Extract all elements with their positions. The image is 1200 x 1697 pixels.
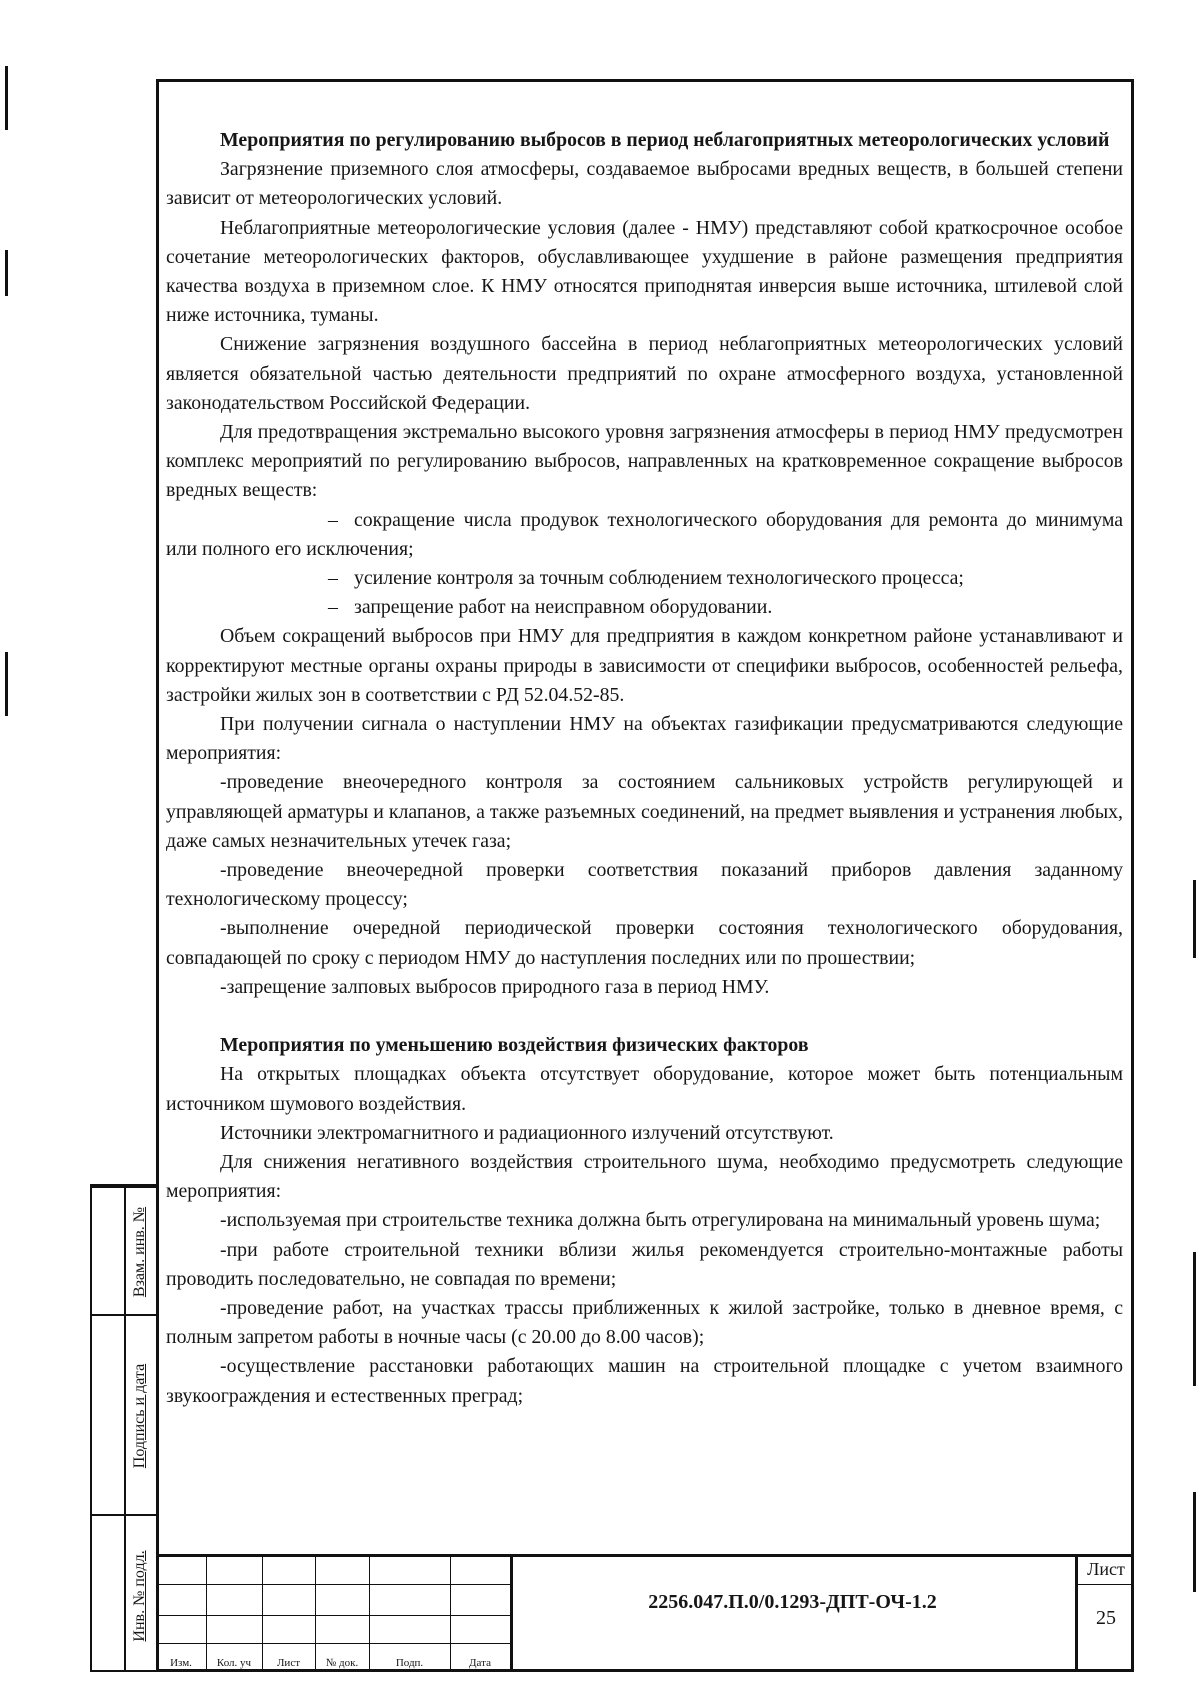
dash-marker: –: [328, 567, 338, 590]
side-cell-signature: [92, 1314, 156, 1516]
scan-mark: [5, 652, 8, 716]
body-paragraph: Для предотвращения экстремально высокого уровня загрязнения атмосферы в период НМУ предусмотрен комплекс мероприятий по регулированию выбросов, направленных на кратковременное сокращение выбросов вредных веществ:: [166, 421, 1123, 502]
body-paragraph: Снижение загрязнения воздушного бассейна в период неблагоприятных метеорологических условий является обязательной частью деятельности предприятий по охране атмосферного воздуха, установленной законодательством Российской Федерации.: [166, 333, 1123, 414]
body-paragraph: Источники электромагнитного и радиационного излучений отсутствуют.: [220, 1121, 834, 1144]
dash-marker: –: [328, 508, 338, 531]
side-label-original: Инв. № подл.: [131, 1550, 148, 1642]
body-paragraph: -проведение внеочередной проверки соответствия показаний приборов давления заданному технологическому процессу;: [166, 859, 1123, 911]
body-paragraph: На открытых площадках объекта отсутствует оборудование, которое может быть потенциальным источником шумового воздействия.: [166, 1063, 1123, 1115]
body-paragraph: -запрещение залповых выбросов природного газа в период НМУ.: [220, 975, 770, 998]
section-heading: Мероприятия по регулированию выбросов в период неблагоприятных метеорологических условий: [220, 129, 1110, 151]
scan-mark: [1193, 1252, 1196, 1386]
scan-mark: [1193, 880, 1196, 958]
body-paragraph: -осуществление расстановки работающих машин на строительной площадке с учетом взаимного звукоограждения и естественных преград;: [166, 1355, 1123, 1407]
side-label-signature: Подпись и дата: [131, 1363, 148, 1469]
title-block: [156, 1554, 1134, 1672]
body-paragraph: -проведение работ, на участках трассы приближенных к жилой застройке, только в дневное время, с полным запретом работы в ночные часы (с 20.00 до 8.00 часов);: [166, 1296, 1123, 1349]
body-paragraph: Неблагоприятные метеорологические условия (далее - НМУ) представляют собой краткосрочное особое сочетание метеорологических факторов, обуславливающее ухудшение в районе размещения предприятия качества воздуха в приземном слое. К НМУ относятся приподнятая инверсия выше источника, штилевой слой ниже источника, туманы.: [166, 216, 1123, 327]
scan-mark: [5, 250, 8, 296]
tb-header-kol: Кол. уч: [216, 1657, 252, 1669]
tb-header-date: Дата: [469, 1657, 491, 1669]
body-paragraph: Объем сокращений выбросов при НМУ для предприятия в каждом конкретном районе устанавливают и корректируют местные органы охраны природы в зависимости от специфики выбросов, особенностей рельефа, застройки жилых зон в соответствии с РД 52.04.52-85.: [166, 625, 1123, 706]
dash-item-text: сокращение числа продувок технологического оборудования для ремонта до минимума или полного его исключения;: [166, 508, 1123, 560]
tb-header-izm: Изм.: [170, 1657, 192, 1669]
sheet-number: 25: [1096, 1607, 1116, 1629]
dash-list-item: [166, 506, 1123, 564]
side-stamp: [90, 1184, 156, 1672]
body-paragraph: Загрязнение приземного слоя атмосферы, создаваемое выбросами вредных веществ, в большей степени зависит от метеорологических условий.: [166, 158, 1123, 210]
dash-list-item: [166, 593, 1123, 622]
side-cell-replacement: [92, 1186, 156, 1316]
body-paragraph: -проведение внеочередного контроля за состоянием сальниковых устройств регулирующей и управляющей арматуры и клапанов, а также разъемных соединений, на предмет выявления и устранения любых, даже самых незначительных утечек газа;: [166, 771, 1123, 852]
body-paragraph: -при работе строительной техники вблизи жилья рекомендуется строительно-монтажные работы проводить последовательно, не совпадая по времени;: [166, 1238, 1123, 1290]
body-paragraph: -выполнение очередной периодической проверки состояния технологического оборудования, совпадающей по сроку с периодом НМУ до наступления последних или по прошествии;: [166, 917, 1123, 969]
dash-marker: –: [328, 596, 338, 619]
sheet-label: Лист: [1087, 1559, 1125, 1579]
tb-header-doc: № док.: [325, 1657, 359, 1669]
body-paragraph: При получении сигнала о наступлении НМУ на объектах газификации предусматриваются следующие мероприятия:: [166, 713, 1123, 765]
section-heading: Мероприятия по уменьшению воздействия физических факторов: [220, 1034, 809, 1057]
tb-header-list: Лист: [276, 1657, 301, 1669]
side-cell-original: [92, 1514, 156, 1676]
dash-item-text: запрещение работ на неисправном оборудовании.: [354, 596, 773, 619]
tb-header-sign: Подп.: [395, 1657, 424, 1669]
scan-mark: [1193, 1492, 1196, 1592]
dash-item-text: усиление контроля за точным соблюдением технологического процесса;: [354, 567, 964, 590]
body-paragraph: Для снижения негативного воздействия строительного шума, необходимо предусмотреть следующие мероприятия:: [166, 1150, 1123, 1203]
side-label-replacement: Взам. инв. №: [131, 1206, 148, 1298]
dash-list-item: [166, 564, 1123, 593]
body-paragraph: -используемая при строительстве техника должна быть отрегулирована на минимальный уровень шума;: [220, 1209, 1101, 1232]
document-code: 2256.047.П.0/0.1293-ДПТ-ОЧ-1.2: [648, 1591, 937, 1613]
scan-mark: [5, 66, 8, 130]
document-body: [166, 126, 1123, 1411]
